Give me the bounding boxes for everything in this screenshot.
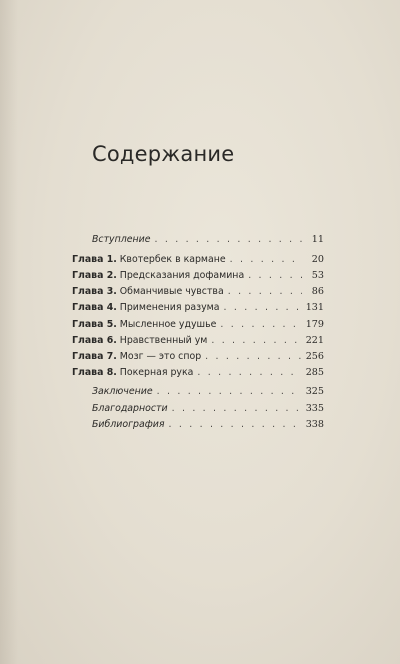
toc-entry-page: 335: [305, 403, 324, 414]
toc-entry-chapter-4: [72, 301, 324, 315]
toc-entry-label: Мысленное удушье: [119, 319, 217, 330]
chapter-number: Глава 3.: [72, 286, 117, 297]
toc-entry-page: 221: [305, 335, 324, 346]
toc-entry-label: Благодарности: [92, 403, 168, 414]
toc-entry-page: 338: [305, 419, 324, 430]
toc-entry-acknowledgements: [92, 402, 324, 416]
toc-entry-label: Квотербек в кармане: [119, 254, 226, 265]
toc-entry-label: Применения разума: [119, 302, 220, 313]
toc-entry-label: Предсказания дофамина: [119, 270, 245, 281]
leader-dots: [224, 301, 302, 315]
toc-entry-chapter-2: [72, 269, 324, 283]
page-title: Содержание: [92, 142, 235, 166]
toc-entry-chapter-1: [72, 253, 324, 267]
toc-entry-introduction: [92, 233, 324, 247]
leader-dots: [230, 253, 302, 267]
chapter-number: Глава 6.: [72, 335, 117, 346]
chapter-number: Глава 4.: [72, 302, 117, 313]
toc-entry-page: 325: [305, 386, 324, 397]
toc-entry-label: Вступление: [92, 234, 151, 245]
toc-entry-page: 131: [305, 302, 324, 313]
toc-entry-chapter-6: [72, 334, 324, 348]
toc-entry-label: Покерная рука: [119, 367, 194, 378]
chapter-number: Глава 2.: [72, 270, 117, 281]
leader-dots: [172, 402, 302, 416]
chapter-number: Глава 1.: [72, 254, 117, 265]
toc-entry-conclusion: [92, 385, 324, 399]
leader-dots: [211, 334, 301, 348]
leader-dots: [220, 318, 301, 332]
toc-entry-page: 20: [311, 254, 324, 265]
toc-entry-label: Заключение: [92, 386, 153, 397]
toc-entry-bibliography: [92, 418, 324, 432]
leader-dots: [157, 385, 302, 399]
toc-entry-page: 86: [311, 286, 324, 297]
toc-entry-page: 11: [311, 234, 324, 245]
toc-entry-chapter-5: [72, 318, 324, 332]
toc-entry-label: Нравственный ум: [119, 335, 208, 346]
toc-entry-chapter-3: [72, 285, 324, 299]
chapter-number: Глава 7.: [72, 351, 117, 362]
leader-dots: [169, 418, 302, 432]
toc-entry-chapter-8: [72, 366, 324, 380]
toc-entry-label: Обманчивые чувства: [119, 286, 224, 297]
chapter-number: Глава 5.: [72, 319, 117, 330]
toc-entry-label: Мозг — это спор: [119, 351, 202, 362]
toc-entry-page: 53: [311, 270, 324, 281]
toc-entry-page: 256: [305, 351, 324, 362]
toc-entry-page: 285: [305, 367, 324, 378]
leader-dots: [205, 350, 302, 364]
toc-entry-page: 179: [305, 319, 324, 330]
toc-entry-label: Библиография: [92, 419, 165, 430]
leader-dots: [197, 366, 301, 380]
leader-dots: [154, 233, 302, 247]
chapter-number: Глава 8.: [72, 367, 117, 378]
leader-dots: [228, 285, 302, 299]
leader-dots: [248, 269, 302, 283]
toc-entry-chapter-7: [72, 350, 324, 364]
